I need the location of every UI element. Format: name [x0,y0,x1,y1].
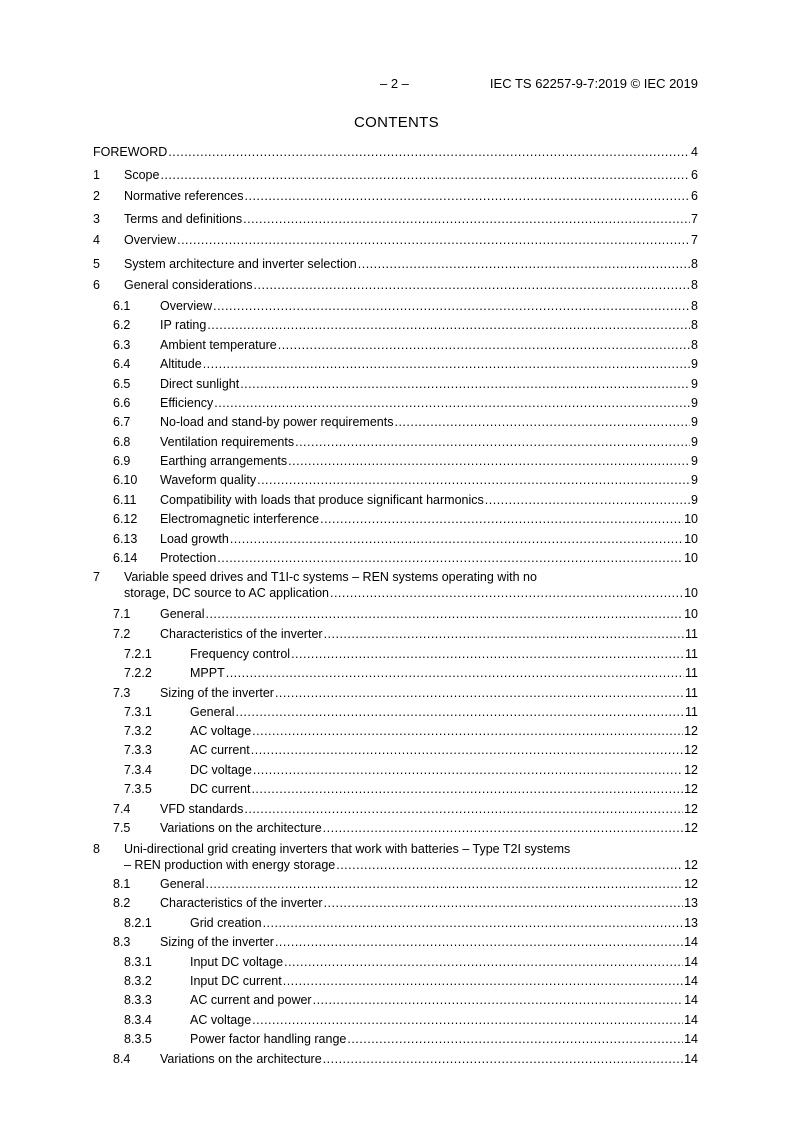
toc-entry-page: 12 [684,743,698,757]
toc-entry[interactable] [0,819,793,838]
dot-leader [244,800,683,819]
toc-entry-number: 8.3.5 [124,1032,152,1046]
dot-leader [323,1050,683,1069]
dot-leader [230,530,683,549]
toc-entry-number: 6.3 [113,338,131,352]
toc-entry-number: 6.6 [113,396,131,410]
dot-leader [217,549,683,568]
dot-leader [320,510,683,529]
toc-entry[interactable] [0,840,793,877]
toc-entry-title: FOREWORD [93,143,168,162]
dot-leader [323,819,683,838]
toc-entry[interactable] [0,722,793,741]
toc-entry[interactable] [0,933,793,952]
toc-entry-page: 14 [684,1052,698,1066]
dot-leader [295,433,690,452]
toc-entry-page: 11 [685,647,698,661]
toc-entry[interactable] [0,471,793,490]
toc-entry[interactable] [0,549,793,568]
toc-entry[interactable] [0,143,793,162]
toc-entry-number: 5 [93,257,100,271]
toc-entry-number: 6.5 [113,377,131,391]
toc-entry-page: 11 [685,705,698,719]
toc-entry-title: Altitude [160,355,203,374]
toc-entry-page: 14 [684,1013,698,1027]
toc-entry-number: 8.3.4 [124,1013,152,1027]
toc-entry-number: 8.2.1 [124,916,152,930]
toc-entry-page: 11 [685,627,698,641]
toc-entry[interactable] [0,166,793,185]
toc-entry-page: 10 [684,586,698,600]
toc-entry-title: DC current [190,780,251,799]
toc-entry-title: Frequency control [190,645,291,664]
toc-entry-title: Input DC voltage [190,953,284,972]
toc-entry[interactable] [0,452,793,471]
page-title: CONTENTS [354,114,439,131]
toc-entry[interactable] [0,568,793,605]
dot-leader [203,355,690,374]
toc-entry-number: 2 [93,189,100,203]
toc-entry-page: 9 [691,493,698,507]
toc-entry-number: 6.2 [113,318,131,332]
toc-entry[interactable] [0,741,793,760]
toc-entry-title: System architecture and inverter selection [124,255,358,274]
toc-entry-number: 8.3 [113,935,131,949]
toc-entry-title: Sizing of the inverter [160,933,275,952]
toc-entry[interactable] [0,276,793,295]
toc-entry-title: Earthing arrangements [160,452,288,471]
toc-entry[interactable] [0,664,793,683]
dot-leader [226,664,684,683]
toc-entry-page: 9 [691,377,698,391]
toc-entry-title: Characteristics of the inverter [160,894,324,913]
toc-entry-number: 8.2 [113,896,131,910]
toc-entry-page: 14 [684,1032,698,1046]
toc-entry-page: 9 [691,435,698,449]
toc-entry-title: MPPT [190,664,226,683]
toc-entry-title: Variations on the architecture [160,1050,323,1069]
toc-entry-number: 6.11 [113,493,137,507]
dot-leader [160,166,690,185]
toc-entry-page: 12 [684,763,698,777]
dot-leader [251,780,683,799]
dot-leader [207,316,690,335]
toc-entry[interactable] [0,210,793,229]
toc-entry-page: 11 [685,686,698,700]
toc-entry-page: 9 [691,415,698,429]
toc-entry-number: 3 [93,212,100,226]
toc-entry-page: 14 [684,955,698,969]
toc-entry-number: 6.13 [113,532,138,546]
dot-leader [252,1011,683,1030]
toc-entry-page: 10 [684,512,698,526]
dot-leader [347,1030,683,1049]
toc-entry-number: 7.3.2 [124,724,152,738]
toc-entry-page: 14 [684,974,698,988]
toc-entry-page: 7 [691,212,698,226]
toc-entry-title: Compatibility with loads that produce significant harmonics [160,491,485,510]
toc-entry-number: 6.14 [113,551,138,565]
toc-entry-page: 10 [684,532,698,546]
dot-leader [214,394,690,413]
toc-entry[interactable] [0,914,793,933]
toc-entry-title: General [160,875,205,894]
toc-entry[interactable] [0,605,793,624]
toc-entry-number: 8 [93,842,100,856]
toc-entry-page: 12 [684,802,698,816]
dot-leader [313,991,684,1010]
toc-entry-page: 8 [691,278,698,292]
dot-leader [252,722,683,741]
toc-entry-number: 7.3.3 [124,743,152,757]
toc-entry-page: 12 [684,821,698,835]
toc-entry-page: 14 [684,935,698,949]
dot-leader [324,625,684,644]
dot-leader [485,491,690,510]
dot-leader [324,894,684,913]
toc-entry-number: 6.12 [113,512,138,526]
toc-entry-number: 6.7 [113,415,131,429]
dot-leader [177,231,690,250]
dot-leader [330,584,683,603]
toc-entry[interactable] [0,953,793,972]
dot-leader [251,741,683,760]
toc-entry-title: General [160,605,205,624]
toc-entry-title: – REN production with energy storage [124,856,336,875]
toc-entry[interactable] [0,433,793,452]
dot-leader [284,953,683,972]
toc-entry-number: 7.3.4 [124,763,152,777]
toc-entry-number: 6.10 [113,473,138,487]
toc-entry-page: 8 [691,299,698,313]
dot-leader [263,914,684,933]
toc-entry-title: Normative references [124,187,245,206]
toc-entry-page: 9 [691,454,698,468]
toc-entry-title: IP rating [160,316,207,335]
toc-entry[interactable] [0,684,793,703]
toc-entry-page: 9 [691,396,698,410]
toc-entry-number: 8.3.3 [124,993,152,1007]
toc-entry-title: AC voltage [190,722,252,741]
toc-entry[interactable] [0,375,793,394]
toc-entry[interactable] [0,316,793,335]
toc-entry-title: storage, DC source to AC application [124,584,330,603]
toc-entry-page: 14 [684,993,698,1007]
toc-entry-title: Efficiency [160,394,214,413]
dot-leader [254,276,691,295]
toc-entry-title: Grid creation [190,914,263,933]
dot-leader [168,143,690,162]
toc-entry-title: Sizing of the inverter [160,684,275,703]
toc-entry[interactable] [0,231,793,250]
toc-entry-page: 12 [684,724,698,738]
toc-entry-page: 10 [684,551,698,565]
toc-entry-page: 13 [684,896,698,910]
toc-entry-number: 7 [93,570,100,584]
toc-entry-page: 12 [684,782,698,796]
toc-entry[interactable] [0,187,793,206]
toc-entry-title-line: Uni-directional grid creating inverters that work with batteries – Type T2I systems [124,842,571,856]
toc-entry[interactable] [0,645,793,664]
toc-entry-number: 6.4 [113,357,131,371]
toc-entry[interactable] [0,510,793,529]
toc-entry-number: 6.1 [113,299,131,313]
toc-entry-number: 7.5 [113,821,131,835]
toc-entry-page: 9 [691,473,698,487]
toc-entry-page: 10 [684,607,698,621]
toc-entry[interactable] [0,355,793,374]
toc-entry-title: VFD standards [160,800,244,819]
page-number: – 2 – [380,76,409,91]
toc-entry[interactable] [0,703,793,722]
toc-entry-number: 8.3.2 [124,974,152,988]
toc-entry[interactable] [0,255,793,274]
toc-entry-number: 8.3.1 [124,955,152,969]
toc-entry-title: AC current and power [190,991,313,1010]
toc-entry[interactable] [0,530,793,549]
toc-entry-title: Overview [160,297,213,316]
dot-leader [336,856,683,875]
toc-entry-title: Ventilation requirements [160,433,295,452]
toc-entry-page: 13 [684,916,698,930]
toc-entry-title: Input DC current [190,972,283,991]
toc-entry-number: 7.3.1 [124,705,152,719]
toc-entry-title: Characteristics of the inverter [160,625,324,644]
dot-leader [205,605,683,624]
toc-entry[interactable] [0,625,793,644]
toc-entry-page: 8 [691,318,698,332]
toc-entry-number: 7.2 [113,627,131,641]
toc-entry-page: 12 [684,877,698,891]
dot-leader [288,452,690,471]
toc-entry-number: 6.8 [113,435,131,449]
toc-entry-number: 6.9 [113,454,131,468]
toc-entry-page: 12 [684,858,698,872]
toc-entry-title: AC current [190,741,251,760]
toc-entry[interactable] [0,1011,793,1030]
toc-entry-page: 11 [685,666,698,680]
toc-entry[interactable] [0,894,793,913]
toc-entry-number: 1 [93,168,100,182]
dot-leader [205,875,683,894]
dot-leader [275,684,684,703]
toc-entry-page: 6 [691,189,698,203]
toc-entry-title: Protection [160,549,217,568]
document-identifier: IEC TS 62257-9-7:2019 © IEC 2019 [489,76,698,91]
toc-entry-title: Waveform quality [160,471,257,490]
toc-entry-page: 8 [691,338,698,352]
toc-entry[interactable] [0,780,793,799]
toc-entry-title: Electromagnetic interference [160,510,320,529]
toc-entry-number: 7.3 [113,686,131,700]
toc-entry-number: 8.1 [113,877,131,891]
toc-entry-title-line: Variable speed drives and T1I-c systems – REN systems operating with no [124,570,537,584]
dot-leader [394,413,690,432]
toc-entry[interactable] [0,491,793,510]
dot-leader [275,933,683,952]
dot-leader [213,297,690,316]
dot-leader [257,471,690,490]
toc-entry[interactable] [0,875,793,894]
dot-leader [243,210,690,229]
toc-entry-title: General considerations [124,276,254,295]
toc-entry-title: Load growth [160,530,230,549]
toc-entry[interactable] [0,972,793,991]
dot-leader [358,255,690,274]
toc-entry-title: DC voltage [190,761,253,780]
toc-entry-title: Overview [124,231,177,250]
dot-leader [283,972,683,991]
toc-entry-title: Power factor handling range [190,1030,347,1049]
toc-entry-number: 7.4 [113,802,131,816]
toc-entry-title: Ambient temperature [160,336,278,355]
toc-entry-number: 7.3.5 [124,782,152,796]
toc-entry[interactable] [0,394,793,413]
toc-entry[interactable] [0,1050,793,1069]
toc-entry-number: 4 [93,233,100,247]
toc-entry-number: 7.2.1 [124,647,152,661]
toc-entry[interactable] [0,336,793,355]
toc-entry-title: No-load and stand-by power requirements [160,413,394,432]
toc-entry-number: 6 [93,278,100,292]
toc-entry-page: 8 [691,257,698,271]
toc-entry-page: 9 [691,357,698,371]
toc-entry-title: Scope [124,166,160,185]
toc-entry-page: 7 [691,233,698,247]
toc-entry-number: 8.4 [113,1052,131,1066]
toc-entry-title: General [190,703,235,722]
toc-entry[interactable] [0,991,793,1010]
dot-leader [245,187,691,206]
toc-entry-number: 7.1 [113,607,131,621]
toc-entry-page: 4 [691,145,698,159]
toc-entry-title: AC voltage [190,1011,252,1030]
toc-entry-title: Direct sunlight [160,375,240,394]
dot-leader [240,375,690,394]
toc-entry-title: Variations on the architecture [160,819,323,838]
toc-entry[interactable] [0,297,793,316]
toc-entry[interactable] [0,1030,793,1049]
toc-entry-page: 6 [691,168,698,182]
toc-entry[interactable] [0,413,793,432]
toc-entry[interactable] [0,761,793,780]
dot-leader [253,761,683,780]
dot-leader [278,336,690,355]
toc-entry[interactable] [0,800,793,819]
dot-leader [291,645,684,664]
toc-entry-title: Terms and definitions [124,210,243,229]
toc-entry-number: 7.2.2 [124,666,152,680]
dot-leader [235,703,684,722]
